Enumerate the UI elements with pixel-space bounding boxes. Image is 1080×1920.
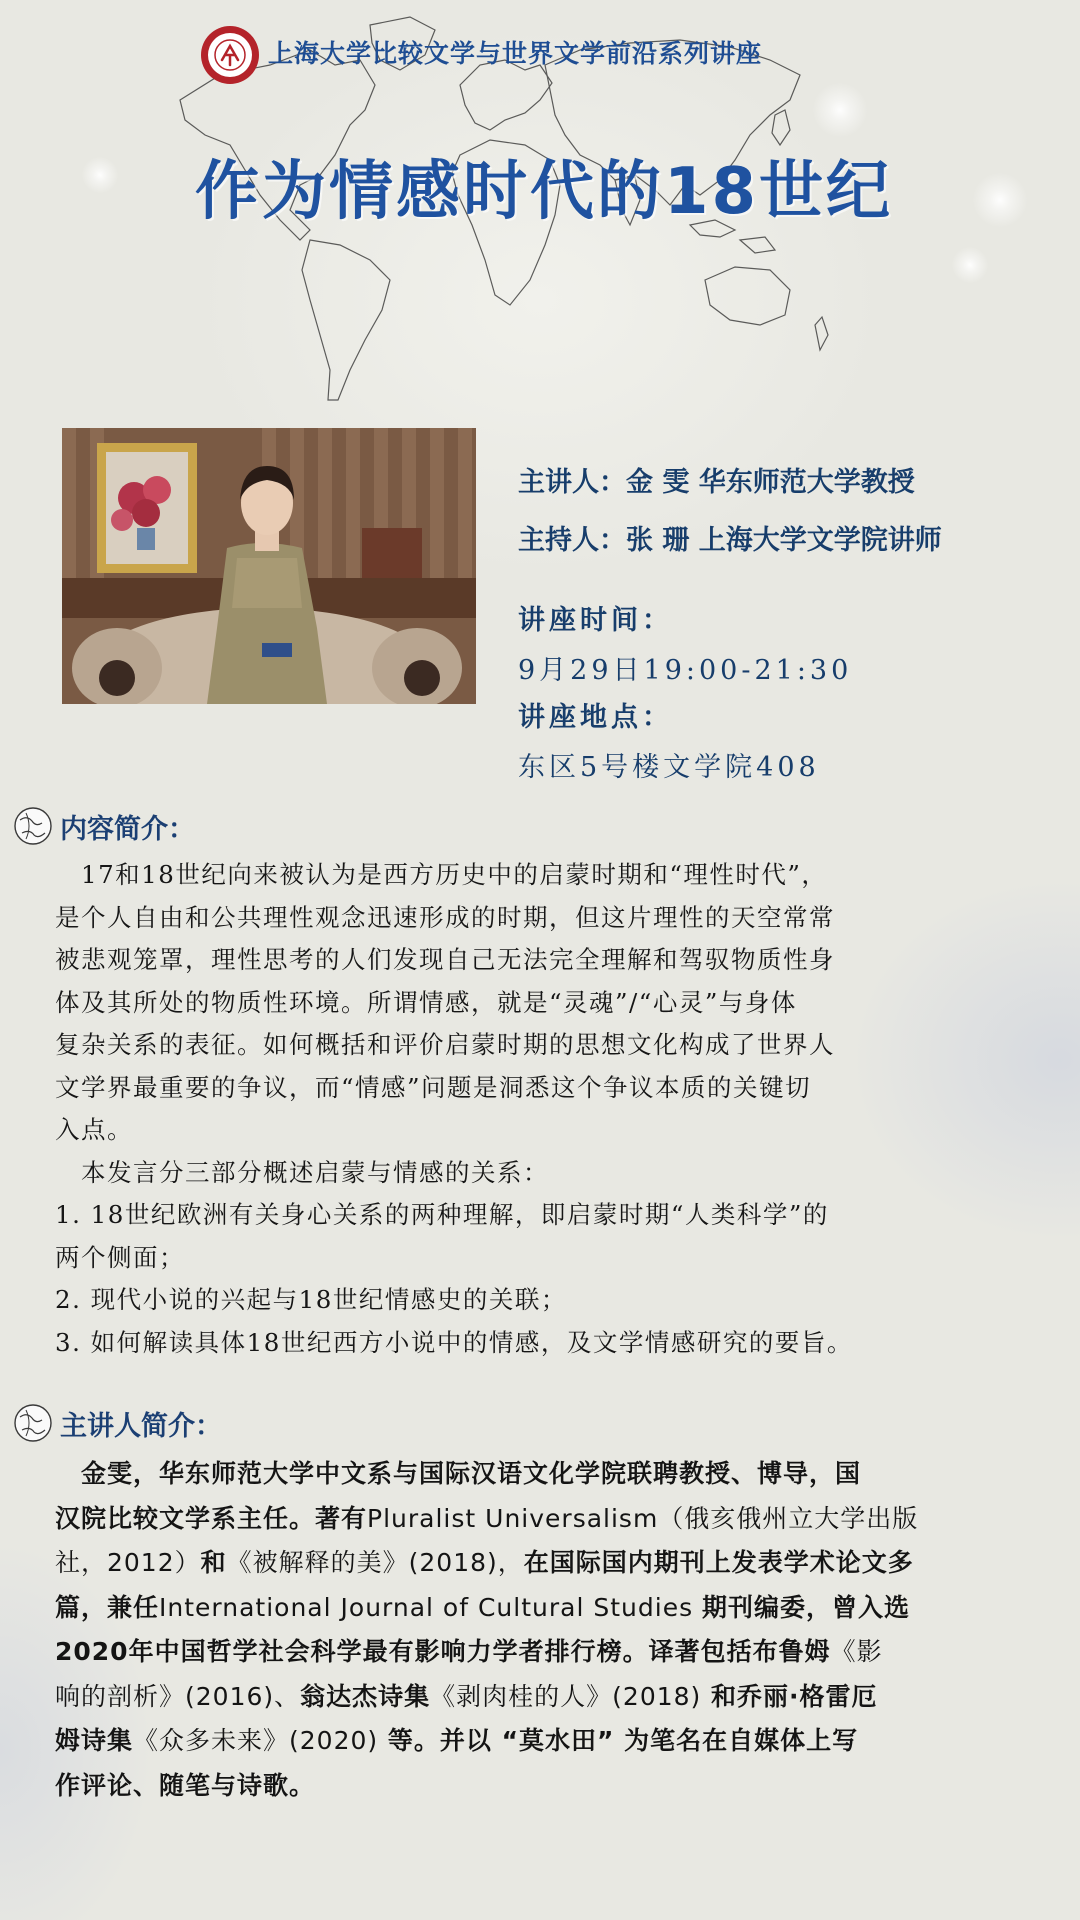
- intro-line: 文学界最重要的争议，而“情感”问题是洞悉这个争议本质的关键切: [55, 1072, 812, 1102]
- speaker-bio-heading: [12, 1402, 222, 1444]
- intro-line: 被悲观笼罩，理性思考的人们发现自己无法完全理解和驾驭物质性身: [55, 945, 835, 974]
- content-intro-text: [55, 854, 1015, 1364]
- intro-line: 本发言分三部分概述启蒙与情感的关系：: [55, 1157, 549, 1187]
- time-value: 9月29日19:00-21:30: [518, 655, 853, 686]
- bio-line: 响的剖析》(2016)、翁达杰诗集《剥肉桂的人》(2018) 和乔丽·格雷厄: [55, 1681, 878, 1711]
- host-line: 主持人：张 珊 上海大学文学院讲师: [518, 525, 942, 556]
- place-value: 东区5号楼文学院408: [518, 752, 820, 783]
- intro-line: 3. 如何解读具体18世纪西方小说中的情感，及文学情感研究的要旨。: [55, 1327, 853, 1357]
- bio-line: 金雯，华东师范大学中文系与国际汉语文化学院联聘教授、博导，国: [55, 1459, 862, 1488]
- bio-line: 2020年中国哲学社会科学最有影响力学者排行榜。译著包括布鲁姆《影: [55, 1637, 883, 1666]
- content-intro-title: 内容简介：: [60, 813, 195, 845]
- sparkle-decoration: [810, 80, 870, 140]
- speaker-photo: [62, 428, 476, 704]
- globe-hand-icon: [12, 805, 54, 847]
- speaker-line: 主讲人：金 雯 华东师范大学教授: [518, 467, 915, 498]
- globe-hand-icon: [12, 1402, 54, 1444]
- sparkle-decoration: [950, 245, 990, 285]
- bio-line: 社，2012）和《被解释的美》(2018)，在国际国内期刊上发表学术论文多: [55, 1548, 914, 1577]
- speaker-bio-title: 主讲人简介：: [60, 1410, 222, 1442]
- lecture-title: 作为情感时代的18世纪: [195, 155, 894, 229]
- bio-line: 篇，兼任International Journal of Cultural Studies 期刊编委，曾入选: [55, 1592, 911, 1622]
- speaker-bio-text: [55, 1452, 1015, 1808]
- series-title: 上海大学比较文学与世界文学前沿系列讲座: [268, 39, 763, 68]
- sparkle-decoration: [970, 170, 1030, 230]
- bio-line: 汉院比较文学系主任。著有Pluralist Universalism（俄亥俄州立大学出版: [55, 1503, 919, 1533]
- intro-line: 2. 现代小说的兴起与18世纪情感史的关联；: [55, 1285, 567, 1314]
- intro-line: 体及其所处的物质性环境。所谓情感，就是“灵魂”/“心灵”与身体: [55, 987, 797, 1017]
- intro-line: 17和18世纪向来被认为是西方历史中的启蒙时期和“理性时代”，: [55, 860, 828, 889]
- intro-line: 复杂关系的表征。如何概括和评价启蒙时期的思想文化构成了世界人: [55, 1030, 835, 1059]
- intro-line: 两个侧面；: [55, 1242, 185, 1272]
- intro-line: 入点。: [55, 1115, 133, 1144]
- intro-line: 1. 18世纪欧洲有关身心关系的两种理解，即启蒙时期“人类科学”的: [55, 1200, 829, 1229]
- university-logo: [201, 26, 259, 84]
- bio-line: 作评论、随笔与诗歌。: [55, 1770, 316, 1800]
- sparkle-decoration: [80, 155, 120, 195]
- time-label: 讲座时间：: [518, 605, 673, 636]
- place-label: 讲座地点：: [518, 702, 673, 733]
- bio-line: 姆诗集《众多未来》(2020) 等。并以 “莫水田” 为笔名在自媒体上写: [55, 1726, 859, 1755]
- content-intro-heading: [12, 805, 195, 847]
- intro-line: 是个人自由和公共理性观念迅速形成的时期，但这片理性的天空常常: [55, 902, 835, 932]
